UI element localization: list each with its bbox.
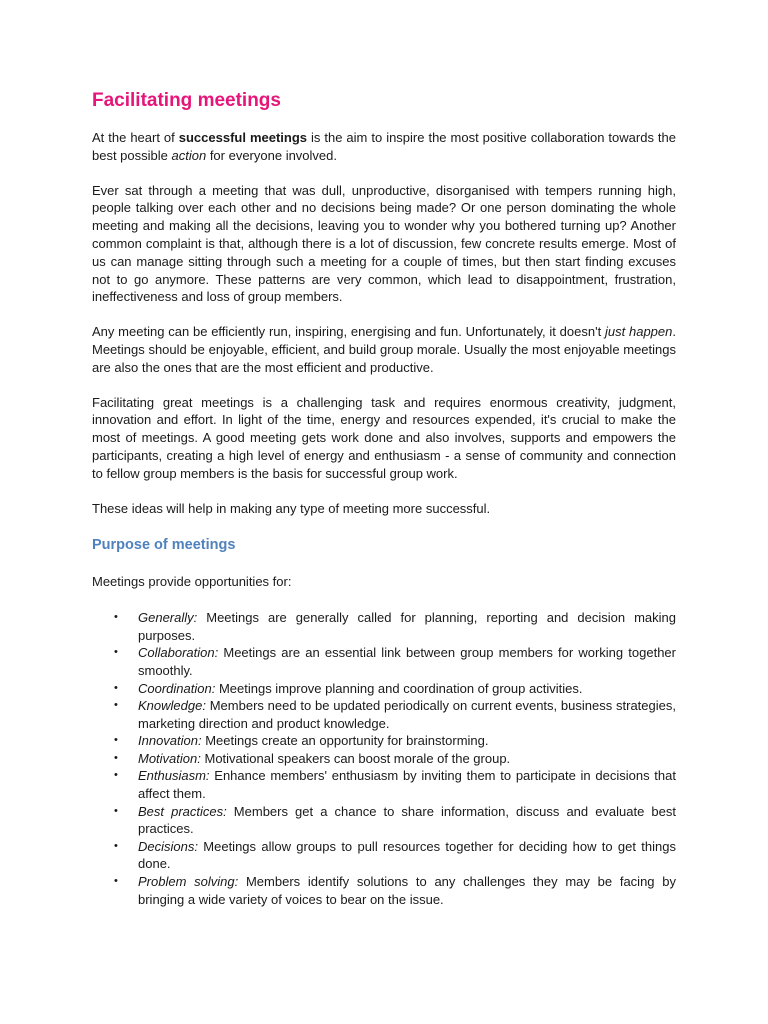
page-title: Facilitating meetings: [92, 90, 281, 111]
bullet-icon: •: [114, 875, 118, 888]
list-item-text: Meetings are an essential link between group members for working together smoothly.: [138, 645, 676, 678]
document-page: [92, 88, 676, 908]
bullet-icon: •: [114, 751, 118, 764]
paragraph-efficiency: Any meeting can be efficiently run, inspiring, energising and fun. Unfortunately, it doesn't just happen. Meetings should be enjoyable, efficient, and build group morale. Usually the most enjoyable meetings are also the ones that are the most efficient and productive.: [92, 324, 676, 375]
purpose-list: [92, 609, 676, 908]
list-item: [92, 644, 676, 679]
section-heading: Purpose of meetings: [92, 537, 236, 554]
list-item-text: Members get a chance to share information, discuss and evaluate best practices.: [138, 803, 677, 837]
bullet-icon: •: [114, 839, 118, 852]
list-item-term: Coordination:: [138, 680, 216, 696]
list-item: [92, 609, 676, 644]
list-item-text: Meetings allow groups to pull resources together for deciding how to get things done.: [138, 838, 676, 872]
intro-bold-phrase: successful meetings: [178, 130, 308, 145]
list-item: [92, 767, 676, 802]
list-item: [92, 873, 676, 908]
list-item-text: Meetings improve planning and coordination of group activities.: [215, 680, 583, 696]
list-item-text: Meetings create an opportunity for brainstorming.: [201, 733, 489, 749]
bullet-icon: •: [114, 734, 118, 747]
list-item-text: Members need to be updated periodically on current events, business strategies, marketing direction and product knowledge.: [138, 698, 676, 731]
list-item-term: Best practices:: [138, 803, 227, 819]
bullet-icon: •: [114, 681, 118, 694]
list-item: [92, 803, 676, 838]
list-lead: Meetings provide opportunities for:: [92, 574, 292, 590]
bullet-icon: •: [114, 699, 118, 712]
intro-italic-word: action: [171, 147, 207, 163]
list-item-term: Enthusiasm:: [138, 768, 210, 784]
list-item-term: Knowledge:: [138, 698, 206, 714]
list-item-term: Generally:: [138, 610, 198, 626]
list-item-text: Meetings are generally called for planning, reporting and decision making purposes.: [138, 610, 676, 643]
bullet-icon: •: [114, 646, 118, 659]
paragraph-complaints: Ever sat through a meeting that was dull, unproductive, disorganised with tempers running high, people talking over each other and no decisions being made? Or one person dominating the whole meeting and making all the decisions, leaving you to wonder why you bothered turning up? Another common complaint is that, although there is a lot of discussion, few concrete results emerge. Most of us can manage sitting through such a meeting for a couple of times, but then start finding excuses not to go anymore. These patterns are very common, which lead to disappointment, frustration, ineffectiveness and loss of group members.: [92, 182, 676, 305]
list-item: [92, 750, 676, 768]
list-item-text: Enhance members' enthusiasm by inviting them to participate in decisions that affect them.: [138, 768, 676, 802]
bullet-icon: •: [114, 804, 118, 817]
list-item-term: Innovation:: [138, 733, 202, 749]
intro-paragraph: At the heart of successful meetings is the aim to inspire the most positive collaboration towards the best possible action for everyone involved.: [92, 130, 677, 163]
list-item-text: Motivational speakers can boost morale of the group.: [200, 750, 511, 766]
list-item: [92, 680, 676, 698]
list-item-term: Problem solving:: [138, 874, 239, 890]
paragraph-ideas: These ideas will help in making any type of meeting more successful.: [92, 500, 491, 516]
italic-phrase: just happen: [604, 324, 673, 340]
paragraph-facilitating: Facilitating great meetings is a challenging task and requires enormous creativity, judgment, innovation and effort. In light of the time, energy and resources expended, it's crucial to make the most of meetings. A good meeting gets work done and also involves, supports and empowers the participants, creating a high level of energy and enthusiasm - a sense of community and connection to fellow group members is the basis for successful group work.: [92, 394, 676, 481]
bullet-icon: •: [114, 769, 118, 782]
list-item-term: Motivation:: [138, 750, 201, 766]
list-item: [92, 732, 676, 750]
list-item: [92, 838, 676, 873]
list-item-term: Decisions:: [138, 838, 198, 854]
bullet-icon: •: [114, 611, 118, 624]
list-item: [92, 697, 676, 732]
list-item-text: Members identify solutions to any challenges they may be facing by bringing a wide variety of voices to bear on the issue.: [138, 874, 676, 907]
list-item-term: Collaboration:: [138, 645, 219, 661]
